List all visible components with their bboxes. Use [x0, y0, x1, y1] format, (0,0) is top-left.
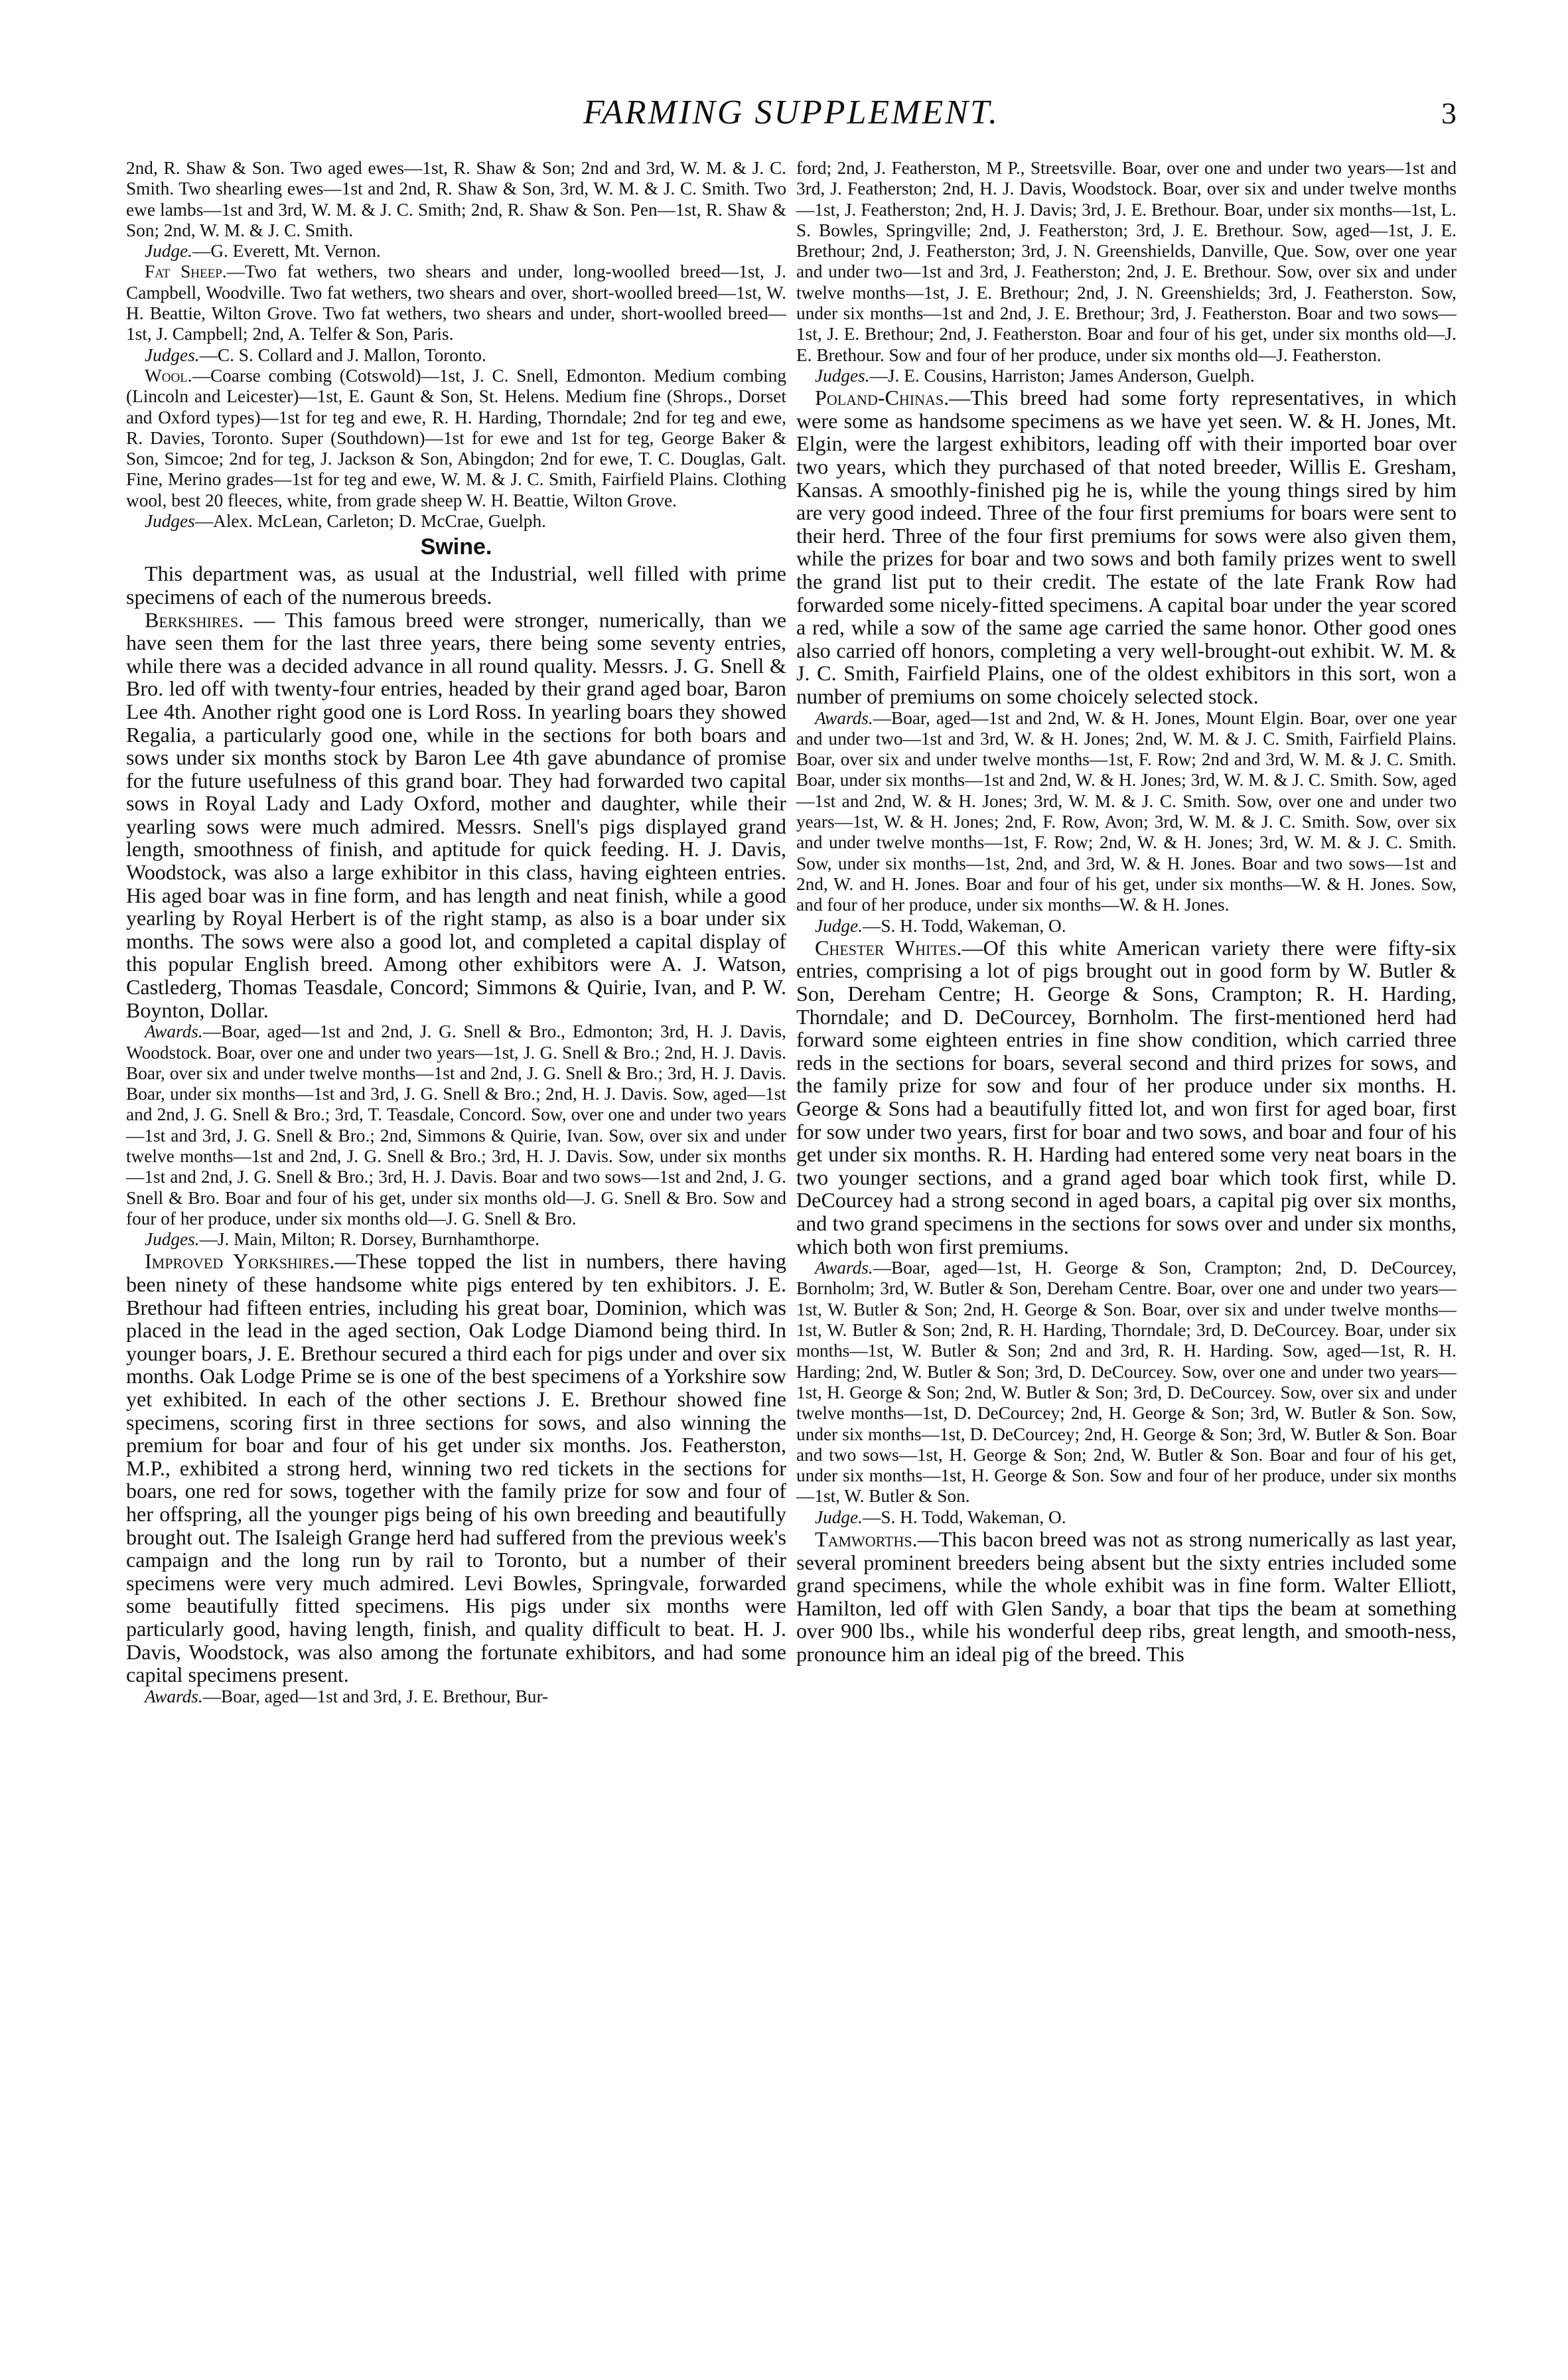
paragraph-text: —G. Everett, Mt. Vernon.	[192, 241, 381, 261]
paragraph-lead: Judges.	[145, 1229, 200, 1250]
paragraph-text: —S. H. Todd, Wakeman, O.	[863, 915, 1066, 936]
article-paragraph	[796, 158, 1457, 366]
paragraph-text: —S. H. Todd, Wakeman, O.	[863, 1507, 1066, 1527]
article-paragraph	[126, 1229, 786, 1250]
article-paragraph	[126, 366, 786, 511]
paragraph-lead: Awards.	[145, 1021, 203, 1042]
article-paragraph	[796, 1258, 1457, 1507]
article-paragraph	[126, 345, 786, 366]
article-paragraph	[126, 1021, 786, 1229]
article-paragraph	[126, 609, 786, 1022]
running-head: FARMING SUPPLEMENT.	[583, 94, 1000, 131]
article-paragraph	[126, 261, 786, 344]
paragraph-text: —Two fat wethers, two shears and under, long-woolled breed—1st, J. Campbell, Woodville. Two fat wethers, two shears and over, short-woolled breed—1st, W. H. Beattie, Wilton Grove. Two fat wethers, two shears and under, short-woolled breed—1st, J. Campbell; 2nd, A. Telfer & Son, Paris.	[126, 261, 786, 344]
paragraph-lead: Berkshires.	[145, 607, 244, 632]
paragraph-text: —Boar, aged—1st and 3rd, J. E. Brethour, Bur-	[202, 1686, 549, 1706]
paragraph-text: —Coarse combing (Cotswold)—1st, J. C. Snell, Edmonton. Medium combing (Lincoln and Leicester)—1st, E. Gaunt & Son, St. Helens. Medium fine (Shrops., Dorset and Oxford types)—1st for teg and ewe, R. H. Harding, Thorndale; 2nd for teg and ewe, R. Davies, Toronto. Super (Southdown)—1st for ewe and 1st for teg, George Baker & Son, Simcoe; 2nd for teg, J. Jackson & Son, Abingdon; 2nd for ewe, T. C. Douglas, Galt. Fine, Merino grades—1st for teg and ewe, W. M. & J. C. Smith, Fairfield Plains. Clothing wool, best 20 fleeces, white, from grade sheep W. H. Beattie, Wilton Grove.	[126, 365, 786, 510]
paragraph-lead: Wool.	[145, 365, 192, 386]
paragraph-text: —These topped the list in numbers, there having been ninety of these handsome white pigs entered by ten exhibitors. J. E. Brethour had fifteen entries, including his great boar, Dominion, which was placed in the lead in the aged section, Oak Lodge Diamond being third. In younger boars, J. E. Brethour secured a third each for pigs under and over six months. Oak Lodge Prime se is one of the best specimens of a Yorkshire sow yet exhibited. In each of the other sections J. E. Brethour showed fine specimens, scoring first in three sections for sows, and also winning the premium for boar and four of his get under six months. Jos. Featherston, M.P., exhibited a strong herd, winning two red tickets in the sections for boars, one red for sows, together with the family prize for sow and four of her offspring, all the younger pigs being of his own breeding and beautifully brought out. The Isaleigh Grange herd had suffered from the previous week's campaign and the long run by rail to Toronto, but a number of their specimens were very much admired. Levi Bowles, Springvale, forwarded some beautifully fitted specimens. His pigs under six months were particularly good, having length, finish, and quality difficult to beat. H. J. Davis, Woodstock, was also among the fortunate exhibitors, and had some capital specimens present.	[126, 1249, 786, 1687]
article-paragraph	[126, 511, 786, 532]
paragraph-text: —This bacon breed was not as strong numerically as last year, several prominent breeders being absent but the sixty entries included some grand specimens, while the whole exhibit was in fine form. Walter Elliott, Hamilton, led off with Glen Sandy, a boar that tips the beam at something over 900 lbs., while his wonderful deep ribs, great length, and smooth-ness, pronounce him an ideal pig of the breed. This	[796, 1527, 1457, 1666]
article-paragraph	[796, 708, 1457, 916]
paragraph-text: —J. E. Cousins, Harriston; James Anderson, Guelph.	[869, 365, 1255, 386]
paragraph-text: —Boar, aged—1st, H. George & Son, Crampton; 2nd, D. DeCourcey, Bornholm; 3rd, W. Butler & Son, Dereham Centre. Boar, over one and under two years—1st, W. Butler & Son; 2nd, H. George & Son. Boar, over six and under twelve months—1st, W. Butler & Son; 2nd, R. H. Harding, Thorndale; 3rd, D. DeCourcey. Boar, under six months—1st, W. Butler & Son; 2nd and 3rd, R. H. Harding. Sow, aged—1st, R. H. Harding; 2nd, W. Butler & Son; 3rd, D. DeCourcey. Sow, over one and under two years—1st, H. George & Son; 2nd, W. Butler & Son; 3rd, D. DeCourcey. Sow, over six and under twelve months—1st, D. DeCourcey; 2nd, H. George & Son; 3rd, W. Butler & Son. Sow, under six months—1st, D. DeCourcey; 2nd, H. George & Son; 3rd, W. Butler & Son. Boar and two sows—1st, H. George & Son; 2nd, W. Butler & Son. Boar and four of his get, under six months—1st, H. George & Son. Sow and four of her produce, under six months—1st, W. Butler & Son.	[796, 1258, 1457, 1507]
article-paragraph	[796, 386, 1457, 707]
article-paragraph	[796, 366, 1457, 386]
paragraph-lead: Judges.	[815, 365, 870, 386]
article-paragraph	[796, 916, 1457, 936]
paragraph-text: This department was, as usual at the Industrial, well filled with prime specimens of each of the numerous breeds.	[126, 561, 786, 609]
article-paragraph	[796, 936, 1457, 1258]
paragraph-lead: Judges.	[145, 344, 200, 365]
paragraph-text: ford; 2nd, J. Featherston, M P., Streetsville. Boar, over one and under two years—1st and 3rd, J. Featherston; 2nd, H. J. Davis, Woodstock. Boar, over six and under twelve months—1st, J. Featherston; 2nd, H. J. Davis; 3rd, J. E. Brethour. Boar, under six months—1st, L. S. Bowles, Springville; 2nd, J. Featherston; 3rd, J. E. Brethour. Sow, aged—1st, J. E. Brethour; 2nd, J. Featherston; 3rd, J. N. Greenshields, Danville, Que. Sow, over one year and under two—1st and 3rd, J. Featherston; 2nd, J. E. Brethour. Sow, over six and under twelve months—1st, J. E. Brethour; 2nd, J. N. Greenshields; 3rd, J. Featherston. Sow, under six months—1st and 2nd, J. E. Brethour; 3rd, J. Featherston. Boar and two sows—1st, J. E. Brethour; 2nd, J. Featherston. Boar and four of his get, under six months old—J. E. Brethour. Sow and four of her produce, under six months old—J. Featherston.	[796, 158, 1457, 365]
paragraph-lead: Improved Yorkshires.	[145, 1249, 335, 1274]
paragraph-lead: Chester Whites.	[815, 935, 962, 960]
article-paragraph	[126, 1686, 786, 1707]
article-paragraph	[796, 1528, 1457, 1666]
article-paragraph	[126, 241, 786, 261]
paragraph-lead: Poland-Chinas.	[815, 386, 950, 410]
article-paragraph	[126, 1250, 786, 1686]
page-header	[126, 93, 1457, 139]
paragraph-lead: Judges	[145, 511, 195, 532]
page-number: 3	[1441, 96, 1457, 130]
paragraph-lead: Awards.	[145, 1686, 203, 1706]
paragraph-lead: Judge.	[145, 241, 193, 261]
paragraph-lead: Tamworths.	[815, 1527, 918, 1552]
paragraph-text: —Of this white American variety there were fifty-six entries, comprising a lot of pigs brought out in good form by W. Butler & Son, Dereham Centre; H. George & Sons, Crampton; R. H. Harding, Thorndale; and D. DeCourcey, Bornholm. The first-mentioned herd had forward some eighteen entries in fine show condition, which carried three reds in the sections for boars, several second and third prizes for sows, and the family prize for sow and four of her produce under six months. H. George & Sons had a beautifully fitted lot, and won first for aged boar, first for sow under two years, first for boar and two sows, and boar and four of his get under six months. R. H. Harding had entered some very neat boars in the two younger sections, and a grand aged boar which took first, while D. DeCourcey had a strong second in aged boars, a capital pig over six months, and two grand specimens in the sections for sows over and under six months, which both won first premiums.	[796, 935, 1457, 1258]
paragraph-text: —Alex. McLean, Carleton; D. McCrae, Guelph.	[194, 511, 546, 532]
paragraph-lead: Fat Sheep.	[145, 261, 227, 282]
article-paragraph	[126, 562, 786, 608]
article-paragraph	[796, 1507, 1457, 1528]
paragraph-text: — This famous breed were stronger, numerically, than we have seen them for the last three years, there being some seventy entries, while there was a decided advance in all round quality. Messrs. J. G. Snell & Bro. led off with twenty-four entries, headed by their grand aged boar, Baron Lee 4th. Another right good one is Lord Ross. In yearling boars they showed Regalia, a particularly good one, while in the sections for both boars and sows under six months stock by Baron Lee 4th gave abundance of promise for the future usefulness of this grand boar. They had forwarded two capital sows in Royal Lady and Lady Oxford, mother and daughter, while their yearling sows were much admired. Messrs. Snell's pigs displayed grand length, smoothness of finish, and aptitude for quick feeding. H. J. Davis, Woodstock, was also a large exhibitor in this class, having eighteen entries. His aged boar was in fine form, and has length and neat finish, while a good yearling by Royal Herbert is of the right stamp, as also is a boar under six months. The sows were also a good lot, and completed a capital display of this popular English breed. Among other exhibitors were A. J. Watson, Castlederg, Thomas Teasdale, Concord; Simmons & Quirie, Ivan, and P. W. Boynton, Dollar.	[126, 607, 786, 1022]
paragraph-lead: Awards.	[815, 707, 873, 728]
right-column	[796, 158, 1457, 2361]
paragraph-lead: Judge.	[815, 1507, 863, 1527]
paragraph-text: —Boar, aged—1st and 2nd, J. G. Snell & Bro., Edmonton; 3rd, H. J. Davis, Woodstock. Boar, over one and under two years—1st, J. G. Snell & Bro.; 2nd, H. J. Davis. Boar, over six and under twelve months—1st and 2nd, J. G. Snell & Bro.; 3rd, H. J. Davis. Boar, under six months—1st and 3rd, J. G. Snell & Bro.; 2nd, H. J. Davis. Sow, aged—1st and 2nd, J. G. Snell & Bro.; 3rd, T. Teasdale, Concord. Sow, over one and under two years—1st and 3rd, J. G. Snell & Bro.; 2nd, Simmons & Quirie, Ivan. Sow, over six and under twelve months—1st and 2nd, J. G. Snell & Bro.; 3rd, H. J. Davis. Sow, under six months—1st and 2nd, J. G. Snell & Bro.; 3rd, H. J. Davis. Boar and two sows—1st and 2nd, J. G. Snell & Bro. Boar and four of his get, under six months old—J. G. Snell & Bro. Sow and four of her produce, under six months old—J. G. Snell & Bro.	[126, 1021, 786, 1228]
paragraph-text: —Boar, aged—1st and 2nd, W. & H. Jones, Mount Elgin. Boar, over one year and under two—1st and 3rd, W. & H. Jones; 2nd, W. M. & J. C. Smith, Fairfield Plains. Boar, over six and under twelve months—1st, F. Row; 2nd and 3rd, W. M. & J. C. Smith. Boar, under six months—1st and 2nd, W. & H. Jones; 3rd, W. M. & J. C. Smith. Sow, aged—1st and 2nd, W. & H. Jones; 3rd, W. M. & J. C. Smith. Sow, over one and under two years—1st, W. & H. Jones; 2nd, F. Row, Avon; 3rd, W. M. & J. C. Smith. Sow, over six and under twelve months—1st, F. Row; 2nd, W. & H. Jones; 3rd, W. M. & J. C. Smith. Sow, under six months—1st, 2nd, and 3rd, W. & H. Jones. Boar and two sows—1st and 2nd, W. and H. Jones. Boar and four of his get, under six months—W. & H. Jones. Sow, and four of her produce, under six months—W. & H. Jones.	[796, 707, 1457, 915]
paragraph-text: —C. S. Collard and J. Mallon, Toronto.	[199, 344, 486, 365]
paragraph-text: —This breed had some forty representatives, in which were some as handsome specimens as we have yet seen. W. & H. Jones, Mt. Elgin, were the largest exhibitors, leading off with their imported boar over two years, which they purchased of that noted breeder, Willis E. Gresham, Kansas. A smoothly-finished pig he is, while the young things sired by him are very good indeed. Three of the four first premiums for boars were sent to their herd. Three of the four first premiums for sows were also given them, while the prizes for boar and two sows and both family prizes went to swell the grand list put to their credit. The estate of the late Frank Row had forwarded some nicely-fitted specimens. A capital boar under the year scored a red, while a sow of the same age carried the same honor. Other good ones also carried off honors, completing a very well-brought-out exhibit. W. M. & J. C. Smith, Fairfield Plains, one of the oldest exhibitors in this sort, won a number of premiums on some choicely selected stock.	[796, 386, 1457, 708]
paragraph-lead: Judge.	[815, 915, 863, 936]
left-column	[126, 158, 786, 2361]
paragraph-text: —J. Main, Milton; R. Dorsey, Burnhamthorpe.	[199, 1229, 539, 1250]
article-paragraph	[126, 158, 786, 241]
paragraph-text: 2nd, R. Shaw & Son. Two aged ewes—1st, R. Shaw & Son; 2nd and 3rd, W. M. & J. C. Smith. Two shearling ewes—1st and 2nd, R. Shaw & Son, 3rd, W. M. & J. C. Smith. Two ewe lambs—1st and 3rd, W. M. & J. C. Smith; 2nd, R. Shaw & Son. Pen—1st, R. Shaw & Son; 2nd, W. M. & J. C. Smith.	[126, 158, 786, 240]
paragraph-lead: Awards.	[815, 1258, 873, 1278]
section-heading: Swine.	[420, 534, 492, 560]
